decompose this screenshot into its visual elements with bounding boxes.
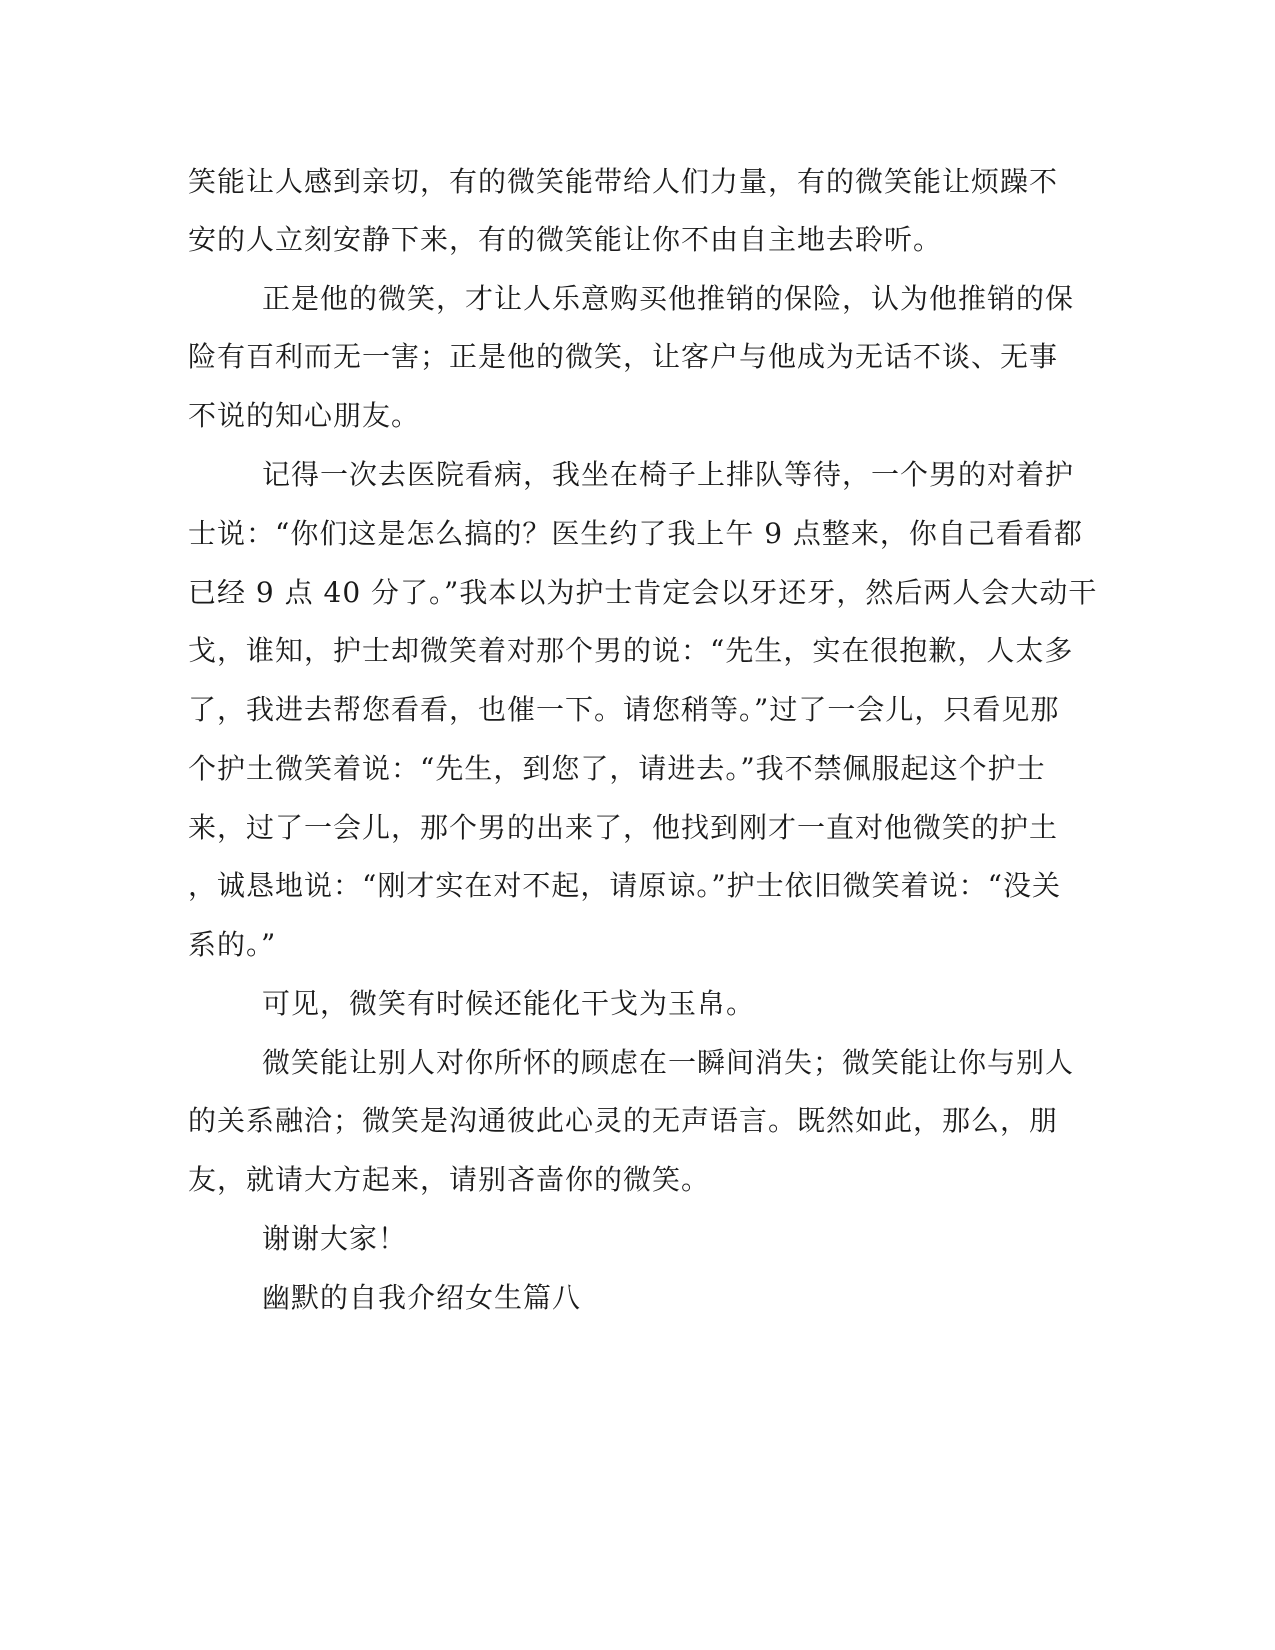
text-line: ，诚恳地说：“刚才实在对不起，请原谅。”护士依旧微笑着说：“没关 — [188, 869, 1061, 902]
text-line: 友，就请大方起来，请别吝啬你的微笑。 — [188, 1163, 711, 1196]
text-line: 了，我进去帮您看看，也催一下。请您稍等。”过了一会儿，只看见那 — [188, 693, 1060, 726]
paragraph-first-line: 正是他的微笑，才让人乐意购买他推销的保险，认为他推销的保 — [262, 282, 1075, 315]
text-line: 的关系融洽；微笑是沟通彼此心灵的无声语言。既然如此，那么，朋 — [188, 1104, 1059, 1137]
text-line: 不说的知心朋友。 — [188, 399, 421, 432]
text-line: 士说：“你们这是怎么搞的？医生约了我上午 9 点整来，你自己看看都 — [188, 517, 1083, 550]
text-line: 来，过了一会儿，那个男的出来了，他找到刚才一直对他微笑的护土 — [188, 811, 1059, 844]
section-heading: 幽默的自我介绍女生篇八 — [262, 1281, 582, 1314]
paragraph-first-line: 可见，微笑有时候还能化干戈为玉帛。 — [262, 987, 756, 1020]
paragraph-first-line: 微笑能让别人对你所怀的顾虑在一瞬间消失；微笑能让你与别人 — [262, 1046, 1075, 1079]
text-line: 安的人立刻安静下来，有的微笑能让你不由自主地去聆听。 — [188, 223, 943, 256]
text-line: 险有百利而无一害；正是他的微笑，让客户与他成为无话不谈、无事 — [188, 340, 1059, 373]
text-line: 系的。” — [188, 928, 277, 961]
closing-remark: 谢谢大家！ — [262, 1222, 408, 1255]
text-line: 个护土微笑着说：“先生，到您了，请进去。”我不禁佩服起这个护士 — [188, 752, 1046, 785]
text-line: 已经 9 点 40 分了。”我本以为护士肯定会以牙还牙，然后两人会大动干 — [188, 576, 1098, 609]
text-line: 笑能让人感到亲切，有的微笑能带给人们力量，有的微笑能让烦躁不 — [188, 165, 1059, 198]
text-line: 戈，谁知，护士却微笑着对那个男的说：“先生，实在很抱歉，人太多 — [188, 634, 1074, 667]
paragraph-first-line: 记得一次去医院看病，我坐在椅子上排队等待，一个男的对着护 — [262, 458, 1075, 491]
